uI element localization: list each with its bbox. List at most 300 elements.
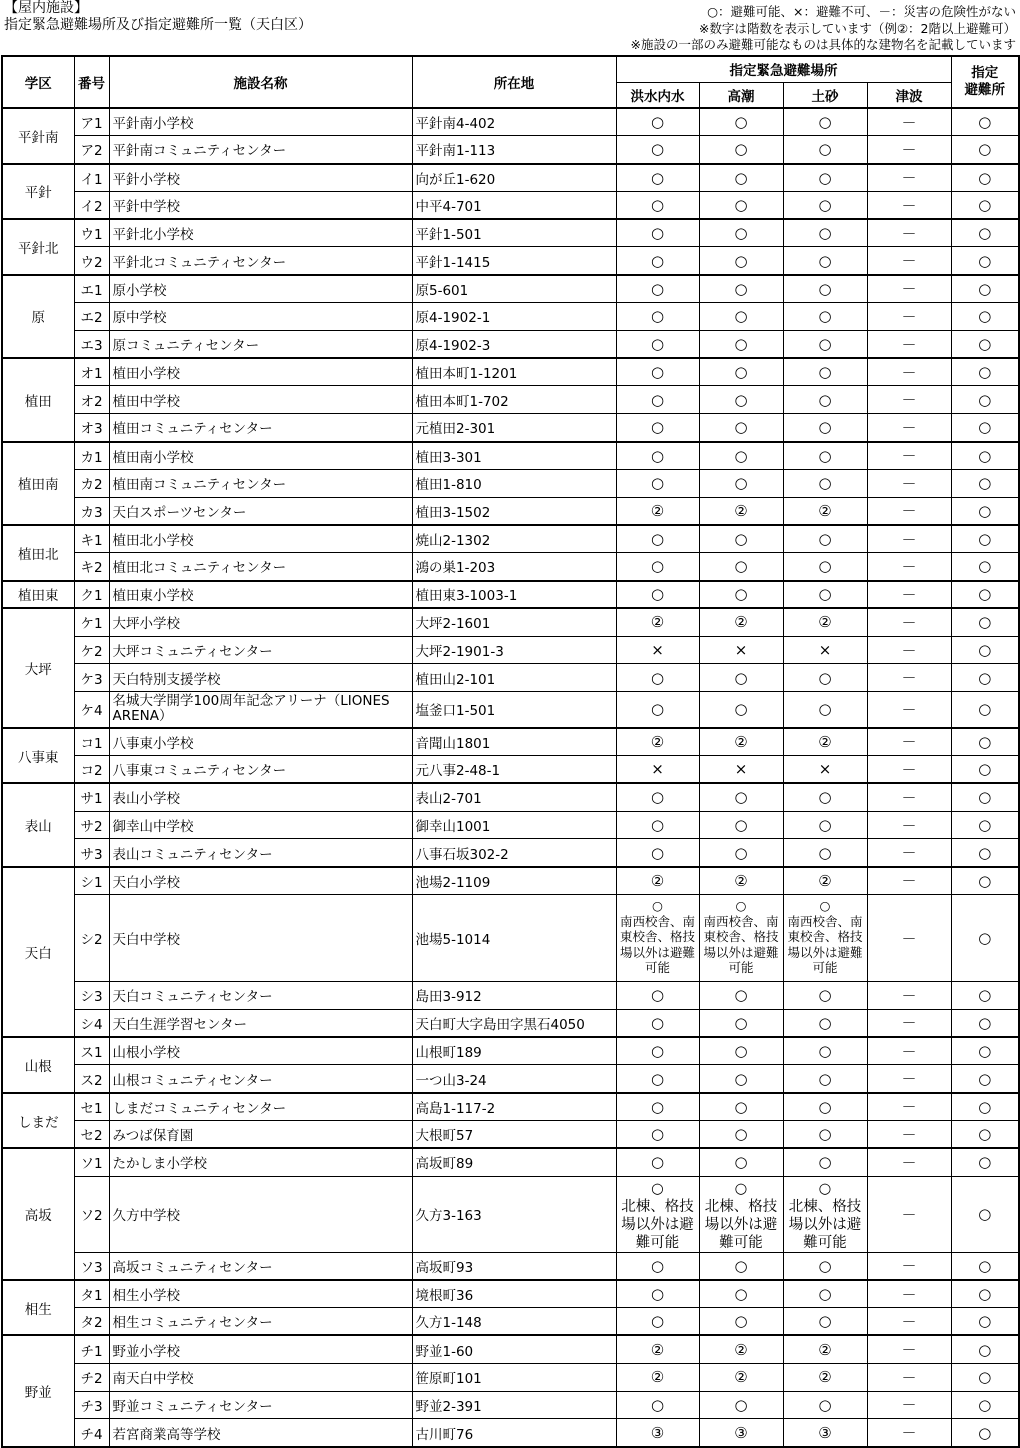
- district-cell: 天白: [2, 867, 74, 1037]
- district-cell: 原: [2, 275, 74, 358]
- shelter-cell: ○: [951, 469, 1019, 497]
- storm-cell: ○: [699, 1391, 783, 1419]
- storm-cell: ×: [699, 636, 783, 664]
- address-cell: 笹原町101: [412, 1363, 616, 1391]
- tsunami-cell: －: [867, 581, 951, 609]
- shelter-cell: ○: [951, 581, 1019, 609]
- facility-name-cell: 南天白中学校: [109, 1363, 412, 1391]
- tsunami-cell: －: [867, 867, 951, 895]
- flood-cell: ○: [616, 330, 699, 358]
- table-row: [2, 982, 1019, 1010]
- flood-cell: ○: [616, 1391, 699, 1419]
- storm-cell: ○: [699, 1009, 783, 1037]
- table-row: [2, 191, 1019, 219]
- facility-name-cell: しまだコミュニティセンター: [109, 1093, 412, 1121]
- shelter-cell: ○: [951, 1419, 1019, 1447]
- tsunami-cell: －: [867, 136, 951, 164]
- district-cell: 植田東: [2, 581, 74, 609]
- shelter-cell: ○: [951, 330, 1019, 358]
- shelter-cell: ○: [951, 497, 1019, 525]
- facility-name-cell: 山根コミュニティセンター: [109, 1065, 412, 1093]
- flood-cell: ○: [616, 108, 699, 136]
- tsunami-cell: －: [867, 1176, 951, 1252]
- storm-cell: ②: [699, 1363, 783, 1391]
- tsunami-cell: －: [867, 783, 951, 811]
- shelter-cell: ○: [951, 1280, 1019, 1308]
- shelter-cell: ○: [951, 839, 1019, 867]
- shelter-cell: ○: [951, 867, 1019, 895]
- col-landslide: 土砂: [783, 82, 867, 108]
- storm-cell: ○: [699, 164, 783, 192]
- storm-cell: ○: [699, 191, 783, 219]
- flood-cell: ○: [616, 664, 699, 692]
- table-row: [2, 1037, 1019, 1065]
- address-cell: 原4-1902-1: [412, 303, 616, 331]
- table-row: [2, 247, 1019, 275]
- landslide-cell: ○: [783, 191, 867, 219]
- address-cell: 山根町189: [412, 1037, 616, 1065]
- number-cell: イ1: [74, 164, 109, 192]
- shelter-cell: ○: [951, 1176, 1019, 1252]
- facility-name-cell: 相生コミュニティセンター: [109, 1308, 412, 1336]
- facility-name-cell: 植田南コミュニティセンター: [109, 469, 412, 497]
- shelter-cell: ○: [951, 1065, 1019, 1093]
- table-row: [2, 608, 1019, 636]
- storm-cell: ②: [699, 608, 783, 636]
- tsunami-cell: －: [867, 191, 951, 219]
- facility-name-cell: 野並小学校: [109, 1335, 412, 1363]
- number-cell: チ4: [74, 1419, 109, 1447]
- flood-cell: ○: [616, 1252, 699, 1280]
- tsunami-cell: －: [867, 811, 951, 839]
- table-row: [2, 303, 1019, 331]
- district-cell: しまだ: [2, 1093, 74, 1149]
- table-row: [2, 525, 1019, 553]
- shelter-cell: ○: [951, 1391, 1019, 1419]
- shelter-cell: ○: [951, 895, 1019, 982]
- storm-cell: ○: [699, 982, 783, 1010]
- table-row: [2, 1391, 1019, 1419]
- number-cell: エ3: [74, 330, 109, 358]
- page-header: [4, 0, 312, 34]
- storm-cell: ○: [699, 303, 783, 331]
- shelter-cell: ○: [951, 1009, 1019, 1037]
- facility-name-cell: 大坪コミュニティセンター: [109, 636, 412, 664]
- tsunami-cell: －: [867, 692, 951, 728]
- tsunami-cell: －: [867, 1252, 951, 1280]
- address-cell: 大坪2-1901-3: [412, 636, 616, 664]
- address-cell: 焼山2-1302: [412, 525, 616, 553]
- number-cell: ケ2: [74, 636, 109, 664]
- facility-name-cell: 植田南小学校: [109, 442, 412, 470]
- shelter-cell: ○: [951, 136, 1019, 164]
- flood-cell: ○: [616, 414, 699, 442]
- number-cell: シ1: [74, 867, 109, 895]
- landslide-cell: ○: [783, 839, 867, 867]
- number-cell: ソ1: [74, 1148, 109, 1176]
- address-cell: 向が丘1-620: [412, 164, 616, 192]
- facility-name-cell: 表山コミュニティセンター: [109, 839, 412, 867]
- facility-name-cell: 大坪小学校: [109, 608, 412, 636]
- landslide-cell: ○: [783, 469, 867, 497]
- address-cell: 天白町大字島田字黒石4050: [412, 1009, 616, 1037]
- number-cell: ソ3: [74, 1252, 109, 1280]
- table-row: [2, 442, 1019, 470]
- number-cell: ス2: [74, 1065, 109, 1093]
- flood-cell: ○: [616, 1037, 699, 1065]
- legend-note: ※施設の一部のみ避難可能なものは具体的な建物名を記載しています: [630, 37, 1016, 52]
- facility-name-cell: 平針小学校: [109, 164, 412, 192]
- storm-cell: ○: [699, 1280, 783, 1308]
- facility-name-cell: 高坂コミュニティセンター: [109, 1252, 412, 1280]
- legend-notes: [631, 4, 1016, 54]
- number-cell: サ1: [74, 783, 109, 811]
- tsunami-cell: －: [867, 1391, 951, 1419]
- address-cell: 池場5-1014: [412, 895, 616, 982]
- storm-cell: ○: [699, 1065, 783, 1093]
- number-cell: オ1: [74, 358, 109, 386]
- facility-name-cell: 八事東小学校: [109, 728, 412, 756]
- storm-cell: ○: [699, 1148, 783, 1176]
- facility-name-cell: 天白生涯学習センター: [109, 1009, 412, 1037]
- number-cell: イ2: [74, 191, 109, 219]
- table-row: [2, 1009, 1019, 1037]
- address-cell: 高坂町89: [412, 1148, 616, 1176]
- storm-cell: ○: [699, 839, 783, 867]
- table-row: [2, 783, 1019, 811]
- address-cell: 野並2-391: [412, 1391, 616, 1419]
- address-cell: 植田東3-1003-1: [412, 581, 616, 609]
- address-cell: 植田山2-101: [412, 664, 616, 692]
- address-cell: 平針1-501: [412, 219, 616, 247]
- shelter-cell: ○: [951, 636, 1019, 664]
- shelter-cell: ○: [951, 191, 1019, 219]
- address-cell: 高島1-117-2: [412, 1093, 616, 1121]
- table-row: [2, 1065, 1019, 1093]
- table-row: [2, 386, 1019, 414]
- flood-cell: ○ 南西校舎、南東校舎、格技場以外は避難可能: [616, 895, 699, 982]
- district-cell: 野並: [2, 1335, 74, 1446]
- table-row: [2, 497, 1019, 525]
- tsunami-cell: －: [867, 553, 951, 581]
- col-district: 学区: [2, 56, 74, 108]
- facility-name-cell: 植田小学校: [109, 358, 412, 386]
- facility-name-cell: 相生小学校: [109, 1280, 412, 1308]
- shelter-cell: ○: [951, 982, 1019, 1010]
- district-cell: 平針北: [2, 219, 74, 275]
- flood-cell: ○: [616, 1308, 699, 1336]
- table-body: [2, 108, 1019, 1447]
- table-row: [2, 1252, 1019, 1280]
- number-cell: サ3: [74, 839, 109, 867]
- facility-name-cell: 名城大学開学100周年記念アリーナ（LIONES ARENA）: [109, 692, 412, 728]
- storm-cell: ○: [699, 1121, 783, 1149]
- address-cell: 植田3-1502: [412, 497, 616, 525]
- tsunami-cell: －: [867, 275, 951, 303]
- number-cell: シ2: [74, 895, 109, 982]
- facility-name-cell: 植田北小学校: [109, 525, 412, 553]
- storm-cell: ③: [699, 1419, 783, 1447]
- flood-cell: ○: [616, 386, 699, 414]
- shelter-cell: ○: [951, 1037, 1019, 1065]
- facility-name-cell: 平針中学校: [109, 191, 412, 219]
- shelter-cell: ○: [951, 386, 1019, 414]
- address-cell: 鴻の巣1-203: [412, 553, 616, 581]
- district-cell: 植田南: [2, 442, 74, 525]
- flood-cell: ○ 北棟、格技場以外は避難可能: [616, 1176, 699, 1252]
- storm-cell: ○: [699, 811, 783, 839]
- storm-cell: ○: [699, 692, 783, 728]
- address-cell: 植田1-810: [412, 469, 616, 497]
- district-cell: 植田北: [2, 525, 74, 581]
- col-emergency-group: 指定緊急避難場所: [616, 56, 951, 82]
- number-cell: ア1: [74, 108, 109, 136]
- number-cell: キ2: [74, 553, 109, 581]
- facility-name-cell: 天白コミュニティセンター: [109, 982, 412, 1010]
- flood-cell: ○: [616, 982, 699, 1010]
- landslide-cell: ○: [783, 525, 867, 553]
- facility-name-cell: 天白中学校: [109, 895, 412, 982]
- shelter-cell: ○: [951, 664, 1019, 692]
- number-cell: セ1: [74, 1093, 109, 1121]
- tsunami-cell: －: [867, 330, 951, 358]
- storm-cell: ○: [699, 1037, 783, 1065]
- flood-cell: ③: [616, 1419, 699, 1447]
- table-row: [2, 1363, 1019, 1391]
- landslide-cell: ○: [783, 664, 867, 692]
- facility-name-cell: 植田中学校: [109, 386, 412, 414]
- facility-name-cell: 植田北コミュニティセンター: [109, 553, 412, 581]
- col-facility: 施設名称: [109, 56, 412, 108]
- legend-note: ○：避難可能、×：避難不可、－：災害の危険性がない: [707, 4, 1016, 19]
- address-cell: 元植田2-301: [412, 414, 616, 442]
- storm-cell: ○: [699, 275, 783, 303]
- shelter-cell: ○: [951, 1121, 1019, 1149]
- flood-cell: ②: [616, 728, 699, 756]
- district-cell: 大坪: [2, 608, 74, 727]
- landslide-cell: ○: [783, 1009, 867, 1037]
- table-row: [2, 839, 1019, 867]
- table-row: [2, 636, 1019, 664]
- shelter-cell: ○: [951, 525, 1019, 553]
- address-cell: 久方3-163: [412, 1176, 616, 1252]
- district-cell: 平針南: [2, 108, 74, 164]
- col-tsunami: 津波: [867, 82, 951, 108]
- tsunami-cell: －: [867, 1308, 951, 1336]
- number-cell: ケ3: [74, 664, 109, 692]
- shelter-cell: ○: [951, 275, 1019, 303]
- table-row: [2, 136, 1019, 164]
- shelter-cell: ○: [951, 728, 1019, 756]
- tsunami-cell: －: [867, 839, 951, 867]
- col-flood: 洪水内水: [616, 82, 699, 108]
- address-cell: 植田本町1-1201: [412, 358, 616, 386]
- storm-cell: ○: [699, 783, 783, 811]
- shelter-cell: ○: [951, 1148, 1019, 1176]
- shelter-cell: ○: [951, 1308, 1019, 1336]
- landslide-cell: ○: [783, 414, 867, 442]
- shelter-cell: ○: [951, 783, 1019, 811]
- table-row: [2, 867, 1019, 895]
- table-row: [2, 164, 1019, 192]
- landslide-cell: ○: [783, 1065, 867, 1093]
- number-cell: サ2: [74, 811, 109, 839]
- storm-cell: ②: [699, 497, 783, 525]
- storm-cell: ○: [699, 442, 783, 470]
- number-cell: チ1: [74, 1335, 109, 1363]
- landslide-cell: ○: [783, 1308, 867, 1336]
- address-cell: 高坂町93: [412, 1252, 616, 1280]
- table-row: [2, 1121, 1019, 1149]
- shelter-cell: ○: [951, 164, 1019, 192]
- tsunami-cell: －: [867, 756, 951, 784]
- tsunami-cell: －: [867, 525, 951, 553]
- landslide-cell: ○: [783, 219, 867, 247]
- facility-name-cell: 御幸山中学校: [109, 811, 412, 839]
- facility-name-cell: 原小学校: [109, 275, 412, 303]
- storm-cell: ○: [699, 1252, 783, 1280]
- flood-cell: ○: [616, 136, 699, 164]
- tsunami-cell: －: [867, 469, 951, 497]
- flood-cell: ○: [616, 1093, 699, 1121]
- landslide-cell: ○: [783, 442, 867, 470]
- number-cell: ウ1: [74, 219, 109, 247]
- storm-cell: ×: [699, 756, 783, 784]
- flood-cell: ○: [616, 581, 699, 609]
- address-cell: 原5-601: [412, 275, 616, 303]
- landslide-cell: ○: [783, 1391, 867, 1419]
- table-row: [2, 581, 1019, 609]
- district-cell: 高坂: [2, 1148, 74, 1280]
- landslide-cell: ○: [783, 303, 867, 331]
- facility-name-cell: 平針北小学校: [109, 219, 412, 247]
- address-cell: 中平4-701: [412, 191, 616, 219]
- storm-cell: ○: [699, 553, 783, 581]
- table-row: [2, 219, 1019, 247]
- landslide-cell: ○: [783, 330, 867, 358]
- col-number: 番号: [74, 56, 109, 108]
- flood-cell: ×: [616, 636, 699, 664]
- shelter-cell: ○: [951, 414, 1019, 442]
- shelter-cell: ○: [951, 1252, 1019, 1280]
- storm-cell: ○: [699, 581, 783, 609]
- address-cell: 島田3-912: [412, 982, 616, 1010]
- address-cell: 塩釜口1-501: [412, 692, 616, 728]
- address-cell: 大根町57: [412, 1121, 616, 1149]
- number-cell: タ2: [74, 1308, 109, 1336]
- flood-cell: ○: [616, 839, 699, 867]
- storm-cell: ○: [699, 358, 783, 386]
- number-cell: カ1: [74, 442, 109, 470]
- address-cell: 大坪2-1601: [412, 608, 616, 636]
- tsunami-cell: －: [867, 636, 951, 664]
- facility-name-cell: 山根小学校: [109, 1037, 412, 1065]
- storm-cell: ②: [699, 728, 783, 756]
- number-cell: エ1: [74, 275, 109, 303]
- address-cell: 久方1-148: [412, 1308, 616, 1336]
- storm-cell: ○: [699, 414, 783, 442]
- storm-cell: ○ 南西校舎、南東校舎、格技場以外は避難可能: [699, 895, 783, 982]
- number-cell: カ2: [74, 469, 109, 497]
- col-storm: 高潮: [699, 82, 783, 108]
- tsunami-cell: －: [867, 386, 951, 414]
- landslide-cell: ○: [783, 247, 867, 275]
- flood-cell: ②: [616, 497, 699, 525]
- number-cell: ケ4: [74, 692, 109, 728]
- address-cell: 一つ山3-24: [412, 1065, 616, 1093]
- flood-cell: ○: [616, 247, 699, 275]
- flood-cell: ②: [616, 1335, 699, 1363]
- number-cell: オ3: [74, 414, 109, 442]
- number-cell: ウ2: [74, 247, 109, 275]
- page-title: 指定緊急避難場所及び指定避難所一覧（天白区）: [4, 17, 312, 33]
- table-row: [2, 664, 1019, 692]
- landslide-cell: ○: [783, 1037, 867, 1065]
- flood-cell: ○: [616, 1009, 699, 1037]
- table-row: [2, 108, 1019, 136]
- col-shelter: 指定 避難所: [951, 56, 1019, 108]
- address-cell: 御幸山1001: [412, 811, 616, 839]
- shelter-cell: ○: [951, 1335, 1019, 1363]
- shelter-cell: ○: [951, 247, 1019, 275]
- district-cell: 山根: [2, 1037, 74, 1093]
- facility-name-cell: 植田コミュニティセンター: [109, 414, 412, 442]
- tsunami-cell: －: [867, 1148, 951, 1176]
- landslide-cell: ②: [783, 728, 867, 756]
- flood-cell: ○: [616, 191, 699, 219]
- landslide-cell: ○: [783, 553, 867, 581]
- table-row: [2, 1308, 1019, 1336]
- facility-name-cell: 平針南コミュニティセンター: [109, 136, 412, 164]
- flood-cell: ○: [616, 1280, 699, 1308]
- facility-name-cell: 八事東コミュニティセンター: [109, 756, 412, 784]
- landslide-cell: ○ 南西校舎、南東校舎、格技場以外は避難可能: [783, 895, 867, 982]
- table-row: [2, 811, 1019, 839]
- district-cell: 植田: [2, 358, 74, 441]
- tsunami-cell: －: [867, 664, 951, 692]
- shelter-cell: ○: [951, 303, 1019, 331]
- shelter-cell: ○: [951, 358, 1019, 386]
- district-cell: 平針: [2, 164, 74, 220]
- landslide-cell: ○: [783, 164, 867, 192]
- flood-cell: ○: [616, 219, 699, 247]
- address-cell: 表山2-701: [412, 783, 616, 811]
- landslide-cell: ×: [783, 756, 867, 784]
- table-row: [2, 358, 1019, 386]
- number-cell: コ2: [74, 756, 109, 784]
- facility-name-cell: 野並コミュニティセンター: [109, 1391, 412, 1419]
- landslide-cell: ○: [783, 136, 867, 164]
- shelter-cell: ○: [951, 692, 1019, 728]
- flood-cell: ○: [616, 1148, 699, 1176]
- address-cell: 植田本町1-702: [412, 386, 616, 414]
- tsunami-cell: －: [867, 303, 951, 331]
- table-row: [2, 469, 1019, 497]
- tsunami-cell: －: [867, 1363, 951, 1391]
- number-cell: チ2: [74, 1363, 109, 1391]
- storm-cell: ②: [699, 1335, 783, 1363]
- number-cell: ケ1: [74, 608, 109, 636]
- table-row: [2, 1419, 1019, 1447]
- facility-name-cell: たかしま小学校: [109, 1148, 412, 1176]
- legend-note: ※数字は階数を表示しています（例②：2階以上避難可）: [698, 20, 1016, 36]
- address-cell: 音聞山1801: [412, 728, 616, 756]
- number-cell: チ3: [74, 1391, 109, 1419]
- address-cell: 境根町36: [412, 1280, 616, 1308]
- tsunami-cell: －: [867, 982, 951, 1010]
- number-cell: ア2: [74, 136, 109, 164]
- number-cell: キ1: [74, 525, 109, 553]
